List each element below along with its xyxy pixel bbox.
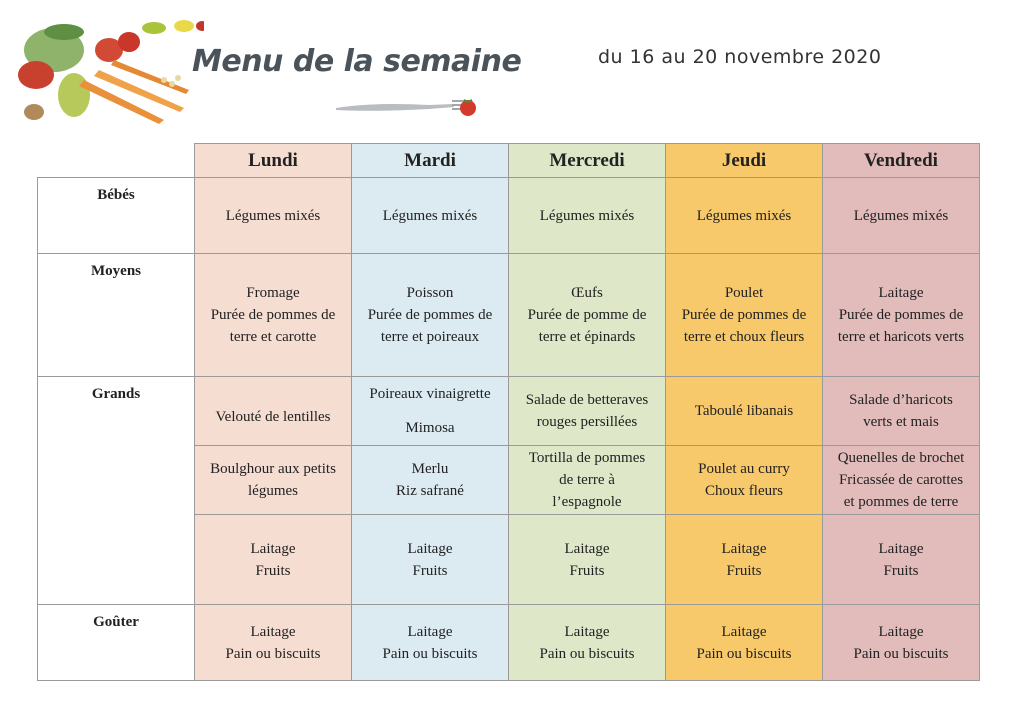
menu-item: Fromage bbox=[246, 285, 300, 301]
row-label-gouter: Goûter bbox=[38, 605, 195, 681]
menu-item: terre et poireaux bbox=[380, 329, 480, 345]
menu-item: Quenelles de brochet bbox=[837, 450, 965, 466]
menu-item: Légumes mixés bbox=[539, 207, 635, 224]
menu-cell bbox=[509, 377, 666, 446]
menu-item: Œufs bbox=[571, 285, 603, 301]
menu-cell bbox=[823, 178, 980, 254]
menu-item: Laitage bbox=[721, 623, 767, 640]
menu-cell bbox=[823, 515, 980, 605]
menu-item: verts et mais bbox=[863, 414, 939, 430]
menu-item: Laitage bbox=[878, 285, 924, 301]
menu-cell bbox=[509, 605, 666, 681]
day-header-lundi: Lundi bbox=[195, 144, 352, 178]
menu-cell bbox=[666, 605, 823, 681]
menu-item: Salade de betteraves bbox=[525, 392, 649, 408]
corner-empty bbox=[38, 144, 195, 178]
menu-item: de terre à bbox=[559, 472, 615, 488]
menu-item: Laitage bbox=[407, 623, 453, 640]
menu-item: Fruits bbox=[412, 562, 448, 579]
menu-item: Légumes mixés bbox=[696, 207, 792, 224]
menu-cell bbox=[195, 446, 352, 515]
menu-item: Purée de pommes de bbox=[681, 307, 807, 323]
menu-item: terre et haricots verts bbox=[837, 329, 965, 345]
menu-cell bbox=[509, 446, 666, 515]
menu-cell bbox=[195, 515, 352, 605]
menu-item: Légumes mixés bbox=[382, 207, 478, 224]
menu-item: Laitage bbox=[564, 623, 610, 640]
day-header-vendredi: Vendredi bbox=[823, 144, 980, 178]
menu-item: Pain ou biscuits bbox=[225, 645, 321, 662]
spacer bbox=[356, 405, 504, 417]
menu-item: Fruits bbox=[883, 562, 919, 579]
menu-item: Laitage bbox=[878, 623, 924, 640]
menu-item: Légumes mixés bbox=[225, 207, 321, 224]
menu-item: Laitage bbox=[407, 540, 453, 557]
menu-item: Laitage bbox=[878, 540, 924, 557]
menu-cell bbox=[195, 178, 352, 254]
row-label-bebes: Bébés bbox=[38, 178, 195, 254]
menu-cell bbox=[666, 254, 823, 377]
menu-cell bbox=[509, 515, 666, 605]
menu-item: Pain ou biscuits bbox=[382, 645, 478, 662]
menu-item: Purée de pommes de bbox=[367, 307, 493, 323]
menu-item: Poisson bbox=[406, 285, 454, 301]
menu-cell bbox=[352, 178, 509, 254]
menu-item: Laitage bbox=[564, 540, 610, 557]
menu-item: légumes bbox=[248, 483, 298, 499]
menu-cell bbox=[509, 254, 666, 377]
menu-cell bbox=[666, 377, 823, 446]
day-header-mardi: Mardi bbox=[352, 144, 509, 178]
menu-item: Taboulé libanais bbox=[694, 403, 794, 419]
menu-item: Purée de pommes de bbox=[210, 307, 336, 323]
menu-item: rouges persillées bbox=[536, 414, 638, 430]
menu-item: l’espagnole bbox=[552, 494, 622, 510]
menu-cell bbox=[666, 178, 823, 254]
menu-item: Tortilla de pommes bbox=[528, 450, 646, 466]
menu-item: Fricassée de carottes bbox=[838, 472, 964, 488]
menu-item: Choux fleurs bbox=[705, 483, 783, 499]
menu-cell bbox=[195, 605, 352, 681]
menu-item: Pain ou biscuits bbox=[696, 645, 792, 662]
menu-cell bbox=[195, 377, 352, 446]
row-label-moyens: Moyens bbox=[38, 254, 195, 377]
menu-item: Boulghour aux petits bbox=[210, 461, 336, 477]
vegetables-illustration bbox=[14, 20, 204, 124]
menu-cell bbox=[666, 515, 823, 605]
menu-item: Fruits bbox=[726, 562, 762, 579]
fork-icon bbox=[334, 92, 480, 118]
menu-item: Velouté de lentilles bbox=[215, 409, 331, 425]
menu-cell bbox=[666, 446, 823, 515]
menu-cell bbox=[352, 377, 509, 446]
menu-cell bbox=[823, 605, 980, 681]
menu-item: Poulet au curry bbox=[698, 461, 790, 477]
menu-cell bbox=[823, 446, 980, 515]
spacer bbox=[199, 394, 347, 406]
row-label-grands: Grands bbox=[38, 377, 195, 605]
menu-item: terre et choux fleurs bbox=[683, 329, 805, 345]
menu-item: Salade d’haricots bbox=[849, 392, 953, 408]
menu-item: Poulet bbox=[724, 285, 764, 301]
menu-item: Merlu bbox=[411, 461, 449, 477]
day-header-mercredi: Mercredi bbox=[509, 144, 666, 178]
menu-cell bbox=[352, 515, 509, 605]
menu-item: et pommes de terre bbox=[843, 494, 959, 510]
menu-item: terre et carotte bbox=[229, 329, 317, 345]
menu-cell bbox=[352, 254, 509, 377]
menu-item: Purée de pomme de bbox=[527, 307, 647, 323]
menu-item: Poireaux vinaigrette bbox=[369, 386, 491, 402]
menu-cell bbox=[352, 605, 509, 681]
menu-item: Pain ou biscuits bbox=[853, 645, 949, 662]
menu-item: Laitage bbox=[250, 540, 296, 557]
menu-item: Fruits bbox=[255, 562, 291, 579]
menu-cell bbox=[352, 446, 509, 515]
date-range: du 16 au 20 novembre 2020 bbox=[598, 46, 882, 68]
menu-cell bbox=[823, 377, 980, 446]
menu-item: terre et épinards bbox=[538, 329, 636, 345]
menu-item: Laitage bbox=[721, 540, 767, 557]
menu-item: Mimosa bbox=[405, 420, 455, 436]
menu-item: Pain ou biscuits bbox=[539, 645, 635, 662]
menu-item: Riz safrané bbox=[396, 483, 464, 499]
page-title: Menu de la semaine bbox=[192, 44, 522, 79]
menu-item: Fruits bbox=[569, 562, 605, 579]
menu-cell bbox=[509, 178, 666, 254]
weekly-menu-table bbox=[37, 143, 980, 681]
menu-item: Laitage bbox=[250, 623, 296, 640]
menu-cell bbox=[195, 254, 352, 377]
menu-cell bbox=[823, 254, 980, 377]
menu-item: Purée de pommes de bbox=[838, 307, 964, 323]
menu-item: Légumes mixés bbox=[853, 207, 949, 224]
day-header-jeudi: Jeudi bbox=[666, 144, 823, 178]
